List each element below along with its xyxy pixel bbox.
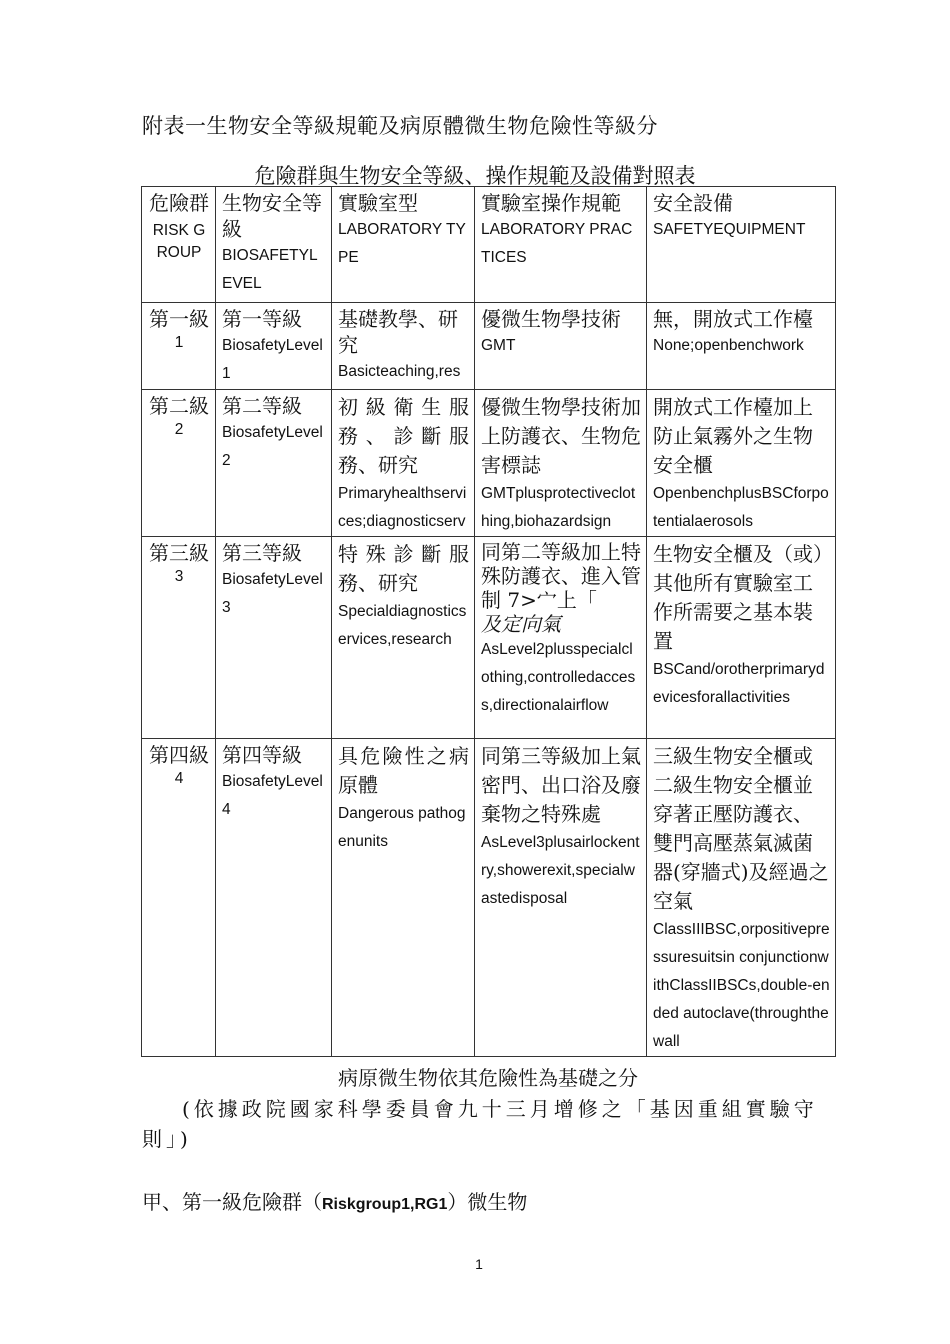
header-laboratory-practices: 實驗室操作規範 LABORATORY PRACTICES bbox=[475, 187, 647, 303]
laboratory-type-cell: 具危險性之病原體 Dangerous pathogenunits bbox=[332, 739, 475, 1057]
risk-group-1-heading: 甲、第一級危險群（Riskgroup1,RG1）微生物 bbox=[142, 1190, 528, 1214]
safety-equipment-cell: 無，開放式工作檯 None;openbenchwork bbox=[647, 303, 836, 390]
laboratory-practices-cell: 同第三等級加上氣密門、出口浴及廢棄物之特殊處 AsLevel3plusairlockentry,showerexit,specialwastedisposal bbox=[475, 739, 647, 1057]
risk-group-cell: 第三級 3 bbox=[142, 537, 216, 739]
header-risk-group: 危險群 RISK GROUP bbox=[142, 187, 216, 303]
section-heading: 病原微生物依其危險性為基礎之分 bbox=[338, 1066, 638, 1090]
biosafety-level-cell: 第一等級 BiosafetyLevel1 bbox=[216, 303, 332, 390]
basis-note: (依據政院國家科學委員會九十三月增修之「基因重組實驗守則」) bbox=[142, 1097, 818, 1151]
header-safety-equipment: 安全設備 SAFETYEQUIPMENT bbox=[647, 187, 836, 303]
biosafety-table bbox=[141, 186, 836, 1057]
laboratory-practices-cell: 同第二等級加上特殊防護衣、進入管制 7>宀上「 及定向氣 AsLevel2plusspecialclothing,controlledaccess,directionalairflow bbox=[475, 537, 647, 739]
page-number: 1 bbox=[475, 1256, 483, 1272]
risk-group-cell: 第二級 2 bbox=[142, 390, 216, 537]
risk-group-cell: 第四級 4 bbox=[142, 739, 216, 1057]
safety-equipment-cell: 三級生物安全櫃或二級生物安全櫃並穿著正壓防護衣、雙門高壓蒸氣滅菌器(穿牆式)及經過之空氣 ClassIIIBSC,orpositivepressuresuitsin conjunctionwithClassIIBSCs,double-ended autoclave(throughthewall bbox=[647, 739, 836, 1057]
document-title: 附表一生物安全等級規範及病原體微生物危險性等級分 bbox=[142, 114, 658, 138]
header-biosafety-level: 生物安全等級 BIOSAFETYLEVEL bbox=[216, 187, 332, 303]
biosafety-level-cell: 第三等級 BiosafetyLevel3 bbox=[216, 537, 332, 739]
biosafety-level-cell: 第四等級 BiosafetyLevel4 bbox=[216, 739, 332, 1057]
safety-equipment-cell: 開放式工作檯加上防止氣霧外之生物安全櫃 OpenbenchplusBSCforpotentialaerosols bbox=[647, 390, 836, 537]
safety-equipment-cell: 生物安全櫃及（或）其他所有實驗室工作所需要之基本裝置 BSCand/orotherprimarydevicesforallactivities bbox=[647, 537, 836, 739]
table-row bbox=[142, 739, 836, 1057]
table-row bbox=[142, 303, 836, 390]
table-caption: 危險群與生物安全等級、操作規範及設備對照表 bbox=[254, 164, 696, 188]
laboratory-type-cell: 初級衛生服務、診斷服務、研究 Primaryhealthservices;diagnosticserv bbox=[332, 390, 475, 537]
risk-group-cell: 第一級 1 bbox=[142, 303, 216, 390]
table-header-row bbox=[142, 187, 836, 303]
table-row bbox=[142, 537, 836, 739]
biosafety-level-cell: 第二等級 BiosafetyLevel2 bbox=[216, 390, 332, 537]
laboratory-type-cell: 基礎教學、研究 Basicteaching,res bbox=[332, 303, 475, 390]
table-row bbox=[142, 390, 836, 537]
laboratory-practices-cell: 優微生物學技術 GMT bbox=[475, 303, 647, 390]
laboratory-type-cell: 特殊診斷服務、研究 Specialdiagnosticservices,research bbox=[332, 537, 475, 739]
laboratory-practices-cell: 優微生物學技術加上防護衣、生物危害標誌 GMTplusprotectiveclothing,biohazardsign bbox=[475, 390, 647, 537]
header-laboratory-type: 實驗室型 LABORATORY TYPE bbox=[332, 187, 475, 303]
